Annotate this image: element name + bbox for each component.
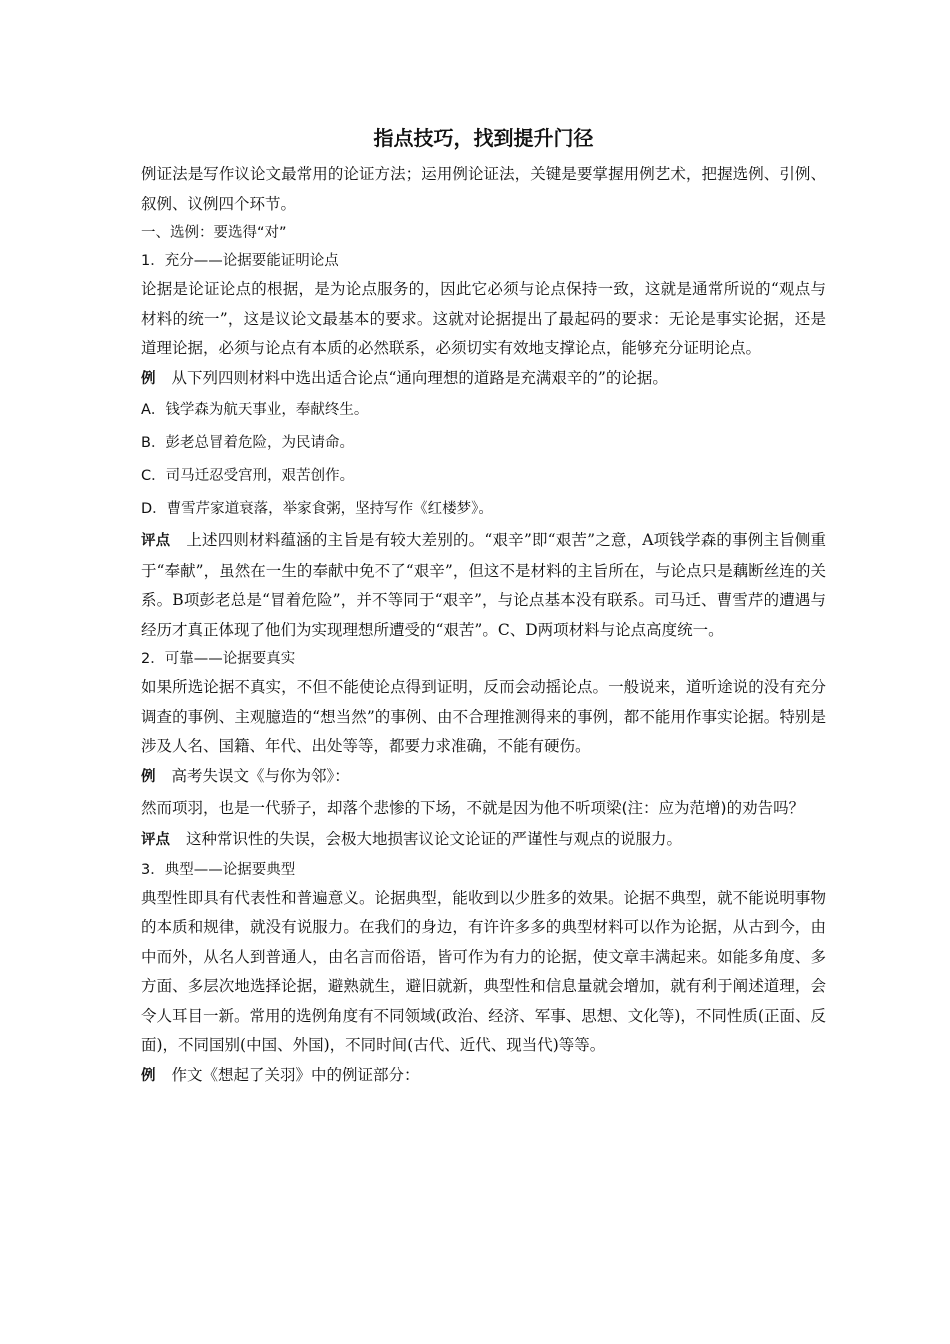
example-label: 例	[141, 768, 156, 785]
subsection-heading-2: 2．可靠——论据要真实	[141, 651, 296, 667]
example-1	[141, 364, 826, 395]
subsection-heading-1: 1．充分——论据要能证明论点	[141, 253, 339, 269]
document-body	[141, 120, 826, 1091]
option-b: B．彭老总冒着危险，为民请命。	[141, 435, 354, 451]
option-c: C．司马迁忍受宫刑，艰苦创作。	[141, 468, 355, 484]
example-label: 例	[141, 370, 156, 387]
comment-2	[141, 825, 826, 856]
page-title: 指点技巧，找到提升门径	[373, 126, 594, 150]
comment-label: 评点	[141, 533, 171, 549]
option-a: A．钱学森为航天事业，奉献终生。	[141, 402, 369, 418]
example-quote: 然而项羽，也是一代骄子，却落个悲惨的下场，不就是因为他不听项梁(注：应为范增)的劝告吗？	[141, 799, 805, 817]
section-heading: 一、选例：要选得“对”	[141, 225, 287, 241]
subsection-heading-3: 3．典型——论据要典型	[141, 861, 296, 878]
comment-text: 上述四则材料蕴涵的主旨是有较大差别的。“艰辛”即“艰苦”之意，A项钱学森的事例主旨侧重于“奉献”，虽然在一生的奉献中免不了“艰辛”，但这不是材料的主旨所在，与论点只是藕断丝连的关系。B项彭老总是“冒着危险”，并不等同于“艰辛”，与论点基本没有联系。司马迁、曹雪芹的遭遇与经历才真正体现了他们为实现理想所遭受的“艰苦”。C、D两项材料与论点高度统一。	[141, 531, 826, 639]
comment-text: 这种常识性的失误，会极大地损害议论文论证的严谨性与观点的说服力。	[186, 830, 683, 848]
comment-1	[141, 526, 826, 645]
option-d: D．曹雪芹家道衰落，举家食粥，坚持写作《红楼梦》。	[141, 501, 493, 517]
example-2	[141, 762, 826, 793]
example-text: 高考失误文《与你为邻》：	[171, 766, 350, 785]
intro-paragraph: 例证法是写作议论文最常用的论证方法；运用例论证法，关键是要掌握用例艺术，把握选例、引例、叙例、议例四个环节。	[141, 165, 826, 213]
subsection-3-body: 典型性即具有代表性和普遍意义。论据典型，能收到以少胜多的效果。论据不典型，就不能说明事物的本质和规律，就没有说服力。在我们的身边，有许许多多的典型材料可以作为论据，从古到今，由中而外，从名人到普通人，由名言而俗语，皆可作为有力的论据，使文章丰满起来。如能多角度、多方面、多层次地选择论据，避熟就生，避旧就新，典型性和信息量就会增加，就有利于阐述道理，会令人耳目一新。常用的选例角度有不同领域(政治、经济、军事、思想、文化等)，不同性质(正面、反面)，不同国别(中国、外国)，不同时间(古代、近代、现当代)等等。	[141, 888, 826, 1054]
example-text: 从下列四则材料中选出适合论点“通向理想的道路是充满艰辛的”的论据。	[171, 368, 668, 387]
comment-label: 评点	[141, 832, 170, 848]
example-label: 例	[141, 1067, 156, 1084]
subsection-1-body: 论据是论证论点的根据，是为论点服务的，因此它必须与论点保持一致，这就是通常所说的“观点与材料的统一”，这是议论文最基本的要求。这就对论据提出了最起码的要求：无论是事实论据，还是道理论据，必须与论点有本质的必然联系，必须切实有效地支撑论点，能够充分证明论点。	[141, 280, 826, 357]
example-text: 作文《想起了关羽》中的例证部分：	[171, 1065, 420, 1084]
example-3	[141, 1061, 826, 1092]
subsection-2-body: 如果所选论据不真实，不但不能使论点得到证明，反而会动摇论点。一般说来，道听途说的没有充分调查的事例、主观臆造的“想当然”的事例、由不合理推测得来的事例，都不能用作事实论据。特别是涉及人名、国籍、年代、出处等等，都要力求准确，不能有硬伤。	[141, 678, 826, 755]
